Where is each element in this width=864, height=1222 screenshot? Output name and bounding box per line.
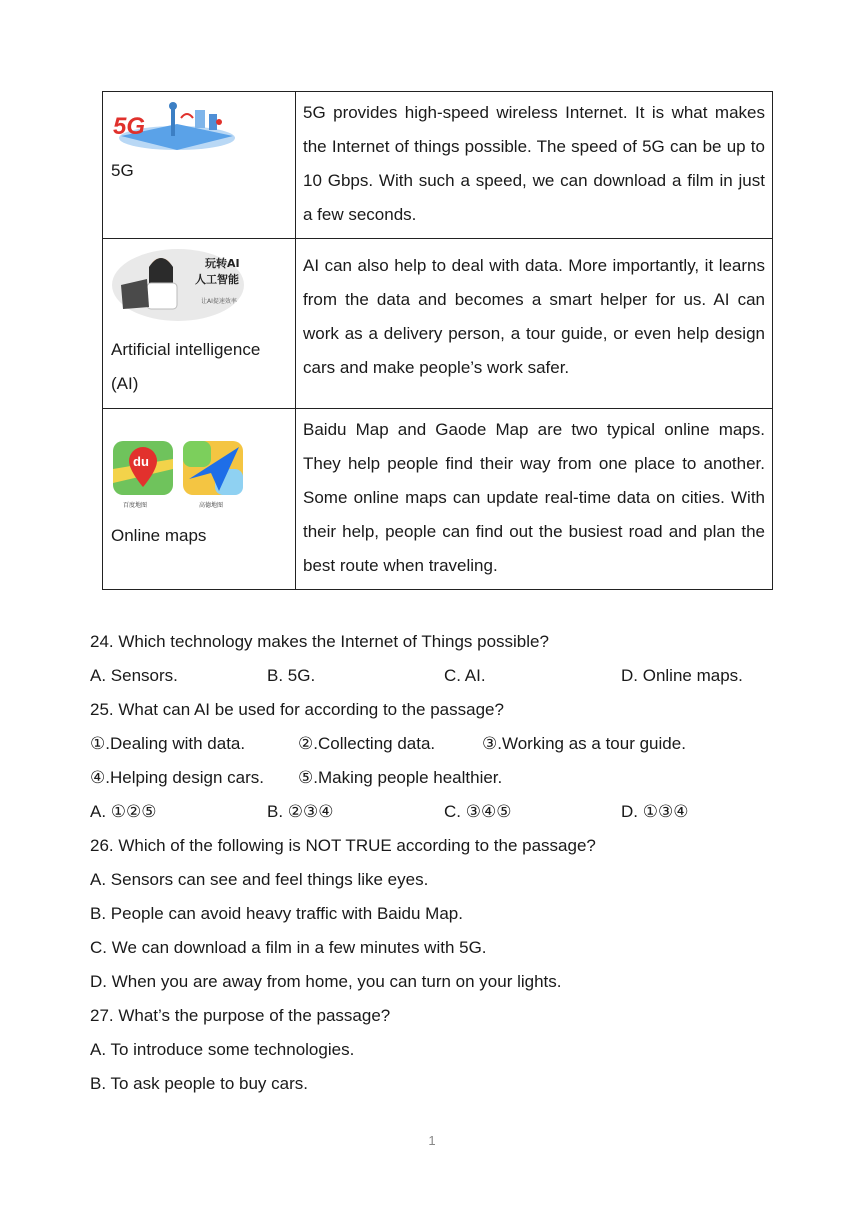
q25-item-4: ④.Helping design cars. — [90, 768, 264, 787]
option-c[interactable]: C. ③④⑤ — [444, 802, 512, 821]
table-row — [103, 92, 773, 239]
svg-text:人工智能: 人工智能 — [195, 273, 239, 286]
questions-section — [90, 625, 780, 1101]
tech-label: Artificial intelligence (AI) — [111, 340, 261, 393]
ai-image-title: 玩转AI — [205, 257, 240, 270]
tech-description: AI can also help to deal with data. More importantly, it learns from the data and becomes a smart helper for us. AI can work as a delivery person, a tour guide, or even help design cars and make people’s work safer. — [296, 239, 773, 409]
ai-image-subtext: 让AI提速效率 — [201, 298, 237, 305]
option-d[interactable]: D. When you are away from home, you can turn on your lights. — [90, 972, 562, 991]
5g-network-icon — [111, 98, 237, 154]
question-25-options — [90, 795, 780, 829]
svg-text:高德地图: 高德地图 — [199, 502, 224, 509]
question-25-stem: 25. What can AI be used for according to the passage? — [90, 700, 504, 719]
option-a[interactable]: A. To introduce some technologies. — [90, 1040, 355, 1059]
svg-text:du: du — [133, 454, 149, 469]
option-a[interactable]: A. Sensors. — [90, 666, 178, 685]
question-24-options — [90, 659, 780, 693]
tech-cell-maps — [103, 409, 296, 590]
option-c[interactable]: C. We can download a film in a few minutes with 5G. — [90, 938, 487, 957]
q25-item-1: ①.Dealing with data. — [90, 734, 246, 753]
tech-cell-ai — [103, 239, 296, 409]
option-b[interactable]: B. ②③④ — [267, 802, 334, 821]
question-25-items-line1 — [90, 727, 780, 761]
option-b[interactable]: B. To ask people to buy cars. — [90, 1074, 308, 1093]
page-number: 1 — [428, 1133, 436, 1148]
option-a[interactable]: A. ①②⑤ — [90, 802, 157, 821]
q25-item-5: ⑤.Making people healthier. — [298, 768, 503, 787]
question-25-items-line2 — [90, 761, 780, 795]
tech-cell-5g — [103, 92, 296, 239]
tech-description: 5G provides high-speed wireless Internet. It is what makes the Internet of things possible. The speed of 5G can be up to 10 Gbps. With such a speed, we can download a film in just a few seconds. — [296, 92, 773, 239]
option-a[interactable]: A. Sensors can see and feel things like eyes. — [90, 870, 429, 889]
question-26-stem: 26. Which of the following is NOT TRUE according to the passage? — [90, 836, 596, 855]
tech-label: Online maps — [111, 526, 207, 545]
table-row — [103, 409, 773, 590]
option-c[interactable]: C. AI. — [444, 666, 486, 685]
svg-text:5G: 5G — [113, 113, 146, 140]
svg-text:百度地图: 百度地图 — [123, 502, 148, 509]
q25-item-2: ②.Collecting data. — [298, 734, 436, 753]
option-d[interactable]: D. Online maps. — [621, 666, 743, 685]
technology-table — [102, 91, 773, 590]
question-27-stem: 27. What’s the purpose of the passage? — [90, 1006, 391, 1025]
option-b[interactable]: B. People can avoid heavy traffic with Baidu Map. — [90, 904, 463, 923]
q25-item-3: ③.Working as a tour guide. — [482, 734, 686, 753]
option-b[interactable]: B. 5G. — [267, 666, 316, 685]
tech-description: Baidu Map and Gaode Map are two typical online maps. They help people find their way from one place to another. Some online maps can update real-time data on cities. With their help, people can find out the busiest road and plan the best route when traveling. — [296, 409, 773, 590]
map-apps-icon — [111, 439, 245, 511]
table-row — [103, 239, 773, 409]
ai-person-laptop-icon — [111, 245, 245, 321]
tech-label: 5G — [111, 161, 134, 180]
option-d[interactable]: D. ①③④ — [621, 802, 689, 821]
question-24-stem: 24. Which technology makes the Internet of Things possible? — [90, 632, 549, 651]
